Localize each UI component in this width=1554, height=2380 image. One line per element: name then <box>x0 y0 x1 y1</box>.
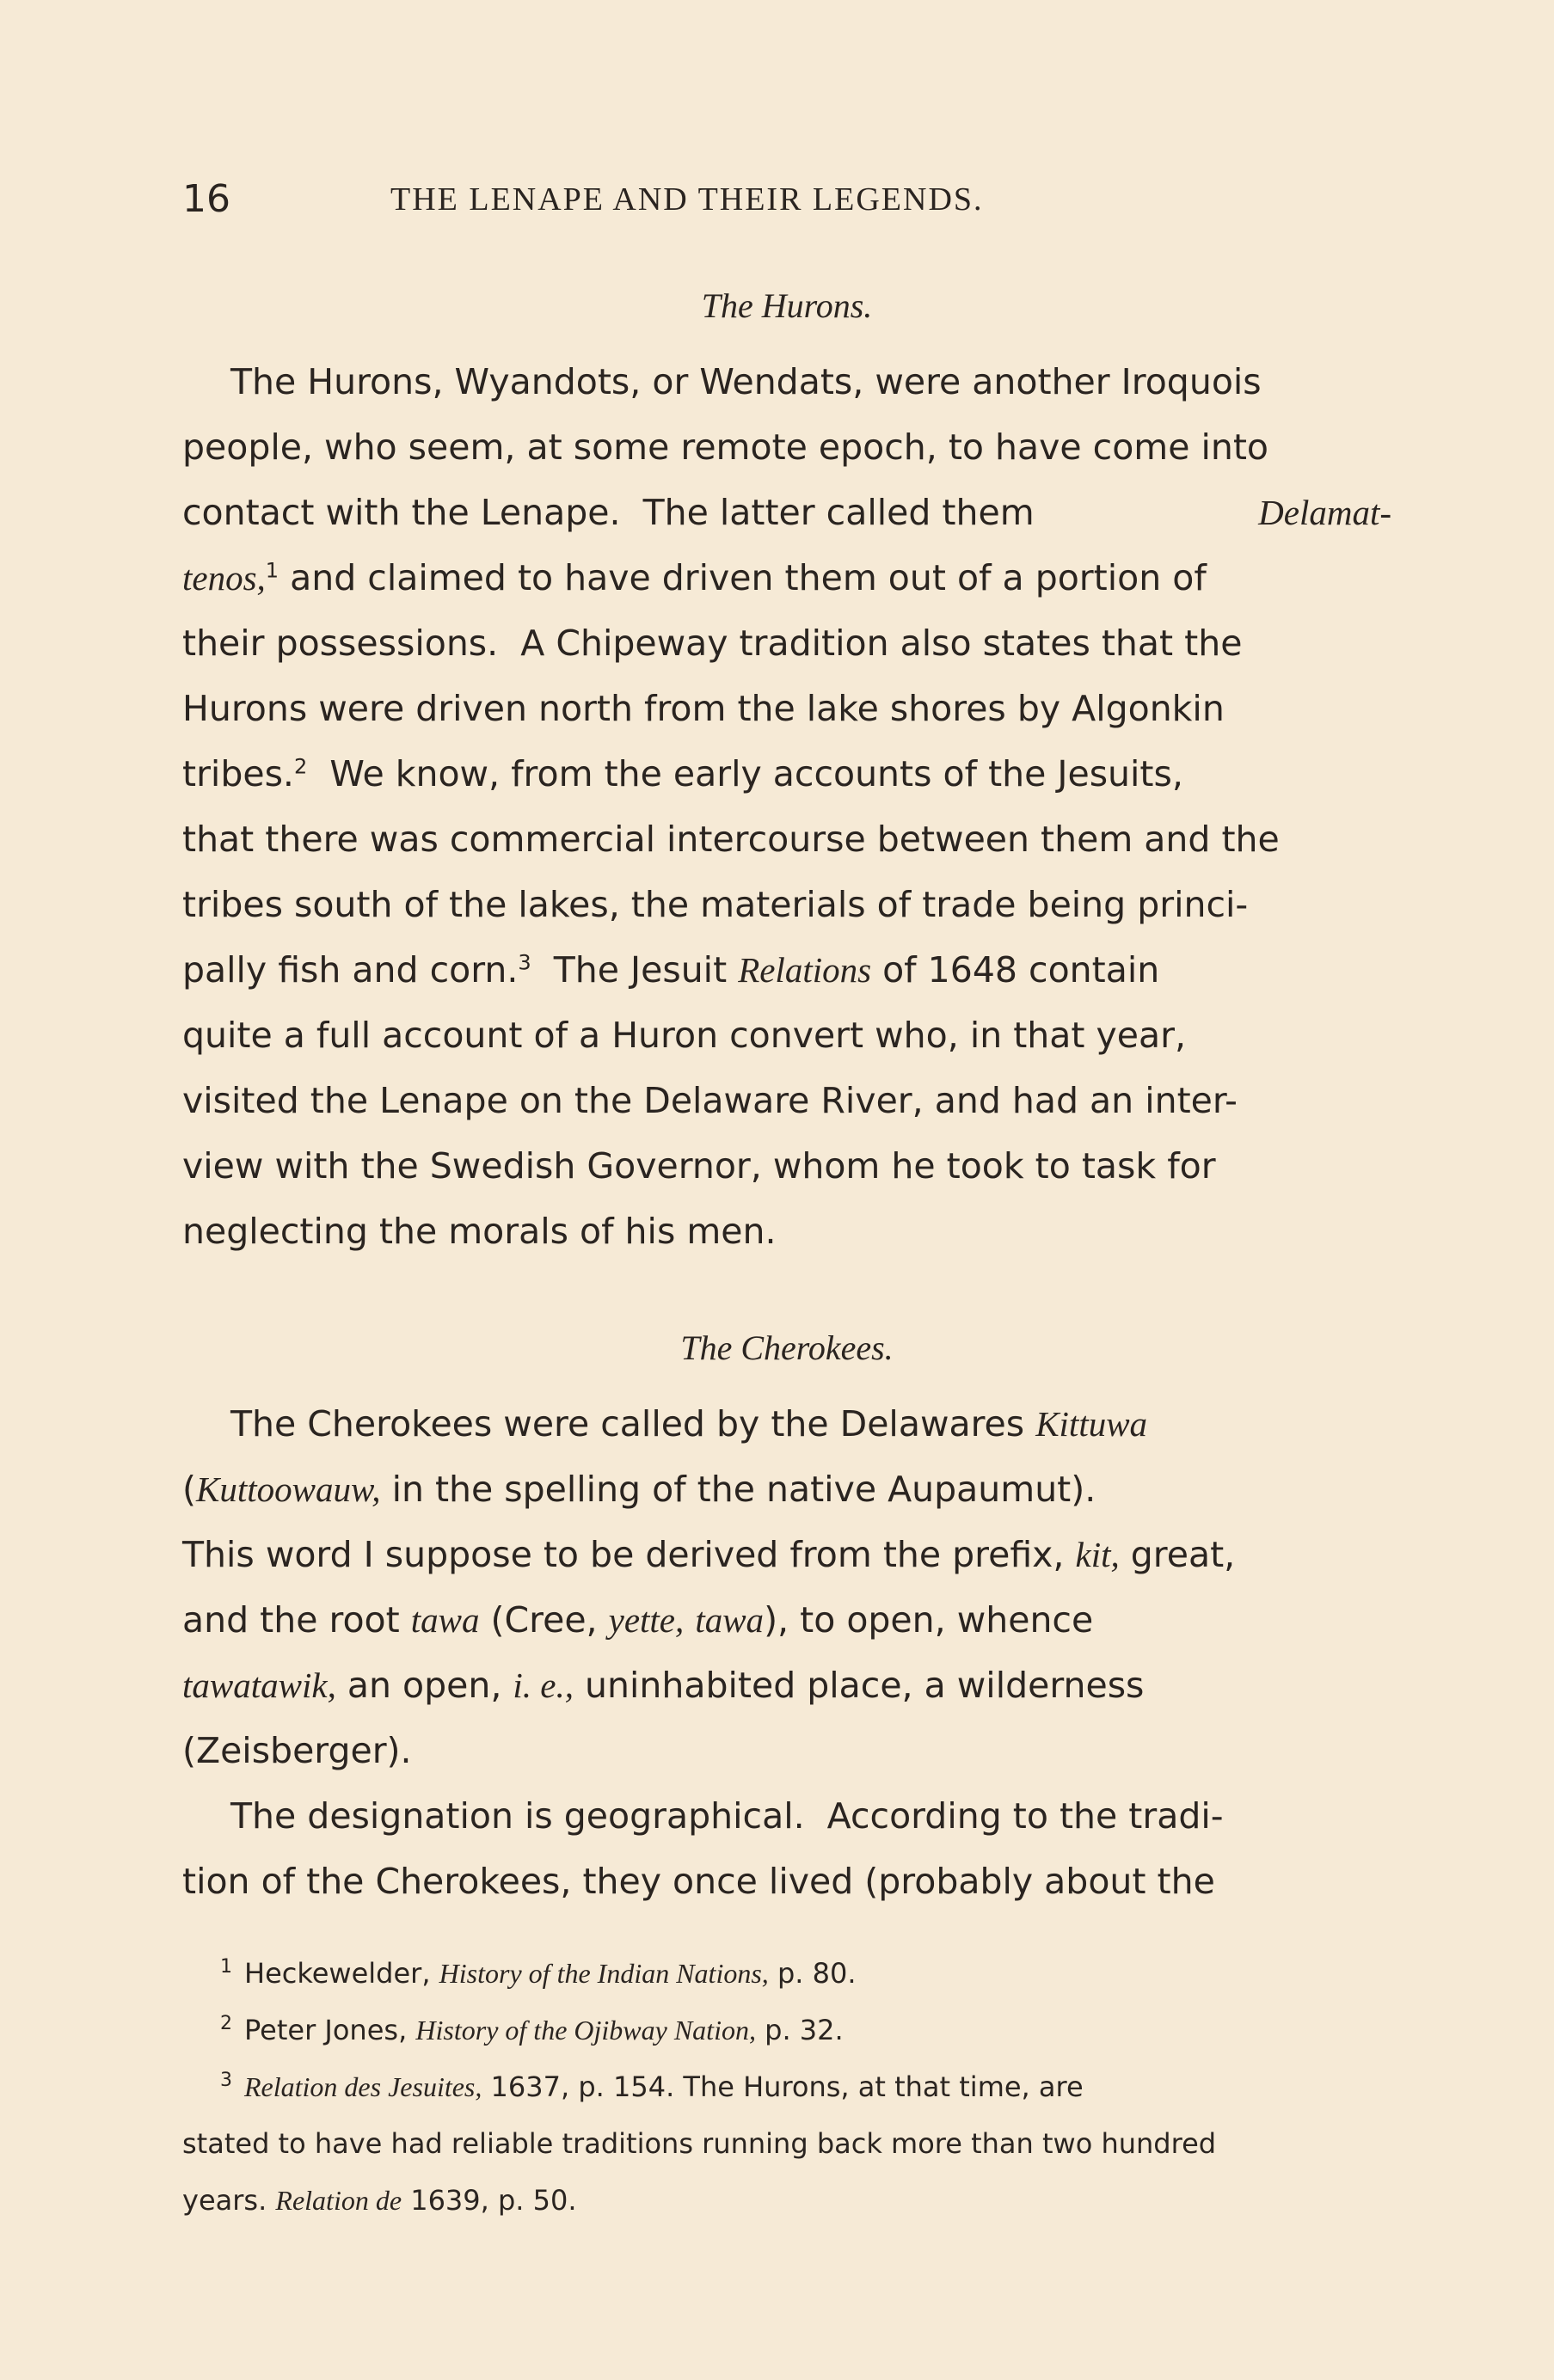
text-run: quite a full account of a Huron convert who, in that year, <box>182 1015 1187 1056</box>
footnote-number: 2 <box>220 2013 232 2035</box>
text-run: We know, from the early accounts of the Jesuits, <box>307 753 1183 794</box>
footnote-number: 1 <box>220 1956 232 1978</box>
text-run: The Cherokees were called by the Delawares <box>230 1403 1036 1445</box>
italic-term: Kittuwa <box>1035 1404 1148 1444</box>
text-run: an open, <box>335 1665 513 1706</box>
paragraph-line <box>182 610 1391 676</box>
text-run: (Zeisberger). <box>182 1730 412 1771</box>
paragraph-line <box>182 349 1391 414</box>
text-run: tion of the Cherokees, they once lived (probably about the <box>182 1861 1215 1902</box>
text-run: that there was commercial intercourse between them and the <box>182 819 1280 860</box>
running-title: THE LENAPE AND THEIR LEGENDS. <box>390 181 984 218</box>
footnote-ref: 2 <box>293 754 308 779</box>
text-run: Hurons were driven north from the lake shores by Algonkin <box>182 688 1225 729</box>
italic-term: Delamat- <box>1258 493 1391 532</box>
italic-term: tawatawik, <box>182 1665 336 1705</box>
footnote-3-cont <box>182 2115 1391 2172</box>
paragraph-line <box>182 1457 1391 1522</box>
paragraph-line <box>182 1653 1391 1718</box>
footnotes <box>182 1945 1391 2229</box>
paragraph-line <box>182 545 1391 610</box>
text-run: 1639, p. 50. <box>402 2184 577 2217</box>
text-run: (Cree, <box>479 1599 609 1641</box>
footnote-3 <box>182 2058 1391 2115</box>
footnote-number: 3 <box>220 2070 232 2092</box>
text-run: Peter Jones, <box>244 2014 416 2046</box>
page-header <box>182 177 1386 229</box>
italic-term: tawa <box>410 1600 480 1640</box>
text-run: and the root <box>182 1599 411 1641</box>
text-run: 1637, p. 154. The Hurons, at that time, are <box>482 2070 1084 2103</box>
text-run: contact with the Lenape. The latter called them <box>182 492 1046 533</box>
text-run: neglecting the morals of his men. <box>182 1211 777 1252</box>
footnote-ref: 1 <box>265 558 279 583</box>
text-run: Heckewelder, <box>244 1957 439 1990</box>
text-run: great, <box>1119 1534 1236 1575</box>
text-run <box>684 1599 695 1641</box>
section-heading-hurons: The Hurons. <box>701 286 873 325</box>
text-run: The designation is geographical. According to the tradi- <box>230 1795 1224 1837</box>
text-run: visited the Lenape on the Delaware River, and had an inter- <box>182 1080 1238 1121</box>
hurons-section <box>182 273 1391 1264</box>
paragraph-line <box>182 1783 1391 1849</box>
text-run: and claimed to have driven them out of a portion of <box>279 557 1207 598</box>
text-run: uninhabited place, a wilderness <box>573 1665 1145 1706</box>
paragraph-line <box>182 1068 1391 1133</box>
italic-term: Relation des Jesuites, <box>244 2071 482 2102</box>
footnote-ref: 3 <box>518 950 531 975</box>
text-run: The Jesuit <box>531 949 739 991</box>
paragraph-line <box>182 741 1391 807</box>
text-run: This word I suppose to be derived from the prefix, <box>182 1534 1076 1575</box>
italic-term: kit, <box>1075 1535 1120 1574</box>
paragraph-line <box>182 480 1391 545</box>
text-run: p. 32. <box>755 2014 844 2046</box>
text-run: ( <box>182 1469 196 1510</box>
paragraph-line <box>182 1587 1391 1653</box>
italic-term: Relation de <box>275 2185 402 2216</box>
section-heading-cherokees: The Cherokees. <box>680 1328 894 1367</box>
text-run: of 1648 contain <box>871 949 1160 991</box>
footnote-1 <box>182 1945 1391 2002</box>
text-run: years. <box>182 2184 276 2217</box>
text-run: in the spelling of the native Aupaumut). <box>380 1469 1096 1510</box>
italic-term: i. e., <box>513 1665 574 1705</box>
paragraph-line <box>182 414 1391 480</box>
italic-term: History of the Indian Nations, <box>439 1958 769 1989</box>
paragraph-line <box>182 1199 1391 1264</box>
text-run: their possessions. A Chipeway tradition also states that the <box>182 623 1243 664</box>
paragraph-line <box>182 872 1391 937</box>
paragraph-line <box>182 1718 1391 1783</box>
text-run: p. 80. <box>768 1957 857 1990</box>
italic-term: tenos, <box>182 558 266 598</box>
paragraph-line <box>182 937 1391 1003</box>
page-number: 16 <box>182 177 230 221</box>
text-run: view with the Swedish Governor, whom he took to task for <box>182 1145 1216 1187</box>
text-run: tribes. <box>182 753 294 794</box>
paragraph-line <box>182 676 1391 741</box>
paragraph-line <box>182 1391 1391 1457</box>
footnote-2 <box>182 2002 1391 2058</box>
italic-term: tawa <box>695 1600 765 1640</box>
text-run: tribes south of the lakes, the materials of trade being princi- <box>182 884 1249 925</box>
paragraph-line <box>182 1522 1391 1587</box>
italic-term: Relations <box>738 950 872 990</box>
text-run: pally fish and corn. <box>182 949 519 991</box>
paragraph-line <box>182 1849 1391 1914</box>
text-run: ), to open, whence <box>764 1599 1094 1641</box>
paragraph-line <box>182 807 1391 872</box>
text-run: The Hurons, Wyandots, or Wendats, were another Iroquois <box>230 361 1262 402</box>
italic-term: Kuttoowauw, <box>196 1469 381 1509</box>
paragraph-line <box>182 1133 1391 1199</box>
paragraph-line <box>182 1003 1391 1068</box>
italic-term: History of the Ojibway Nation, <box>415 2015 756 2046</box>
footnote-3-end <box>182 2172 1391 2229</box>
text-run: stated to have had reliable traditions running back more than two hundred <box>182 2127 1217 2160</box>
text-run: people, who seem, at some remote epoch, to have come into <box>182 426 1269 468</box>
italic-term: yette, <box>608 1600 685 1640</box>
cherokees-section <box>182 1316 1391 1914</box>
